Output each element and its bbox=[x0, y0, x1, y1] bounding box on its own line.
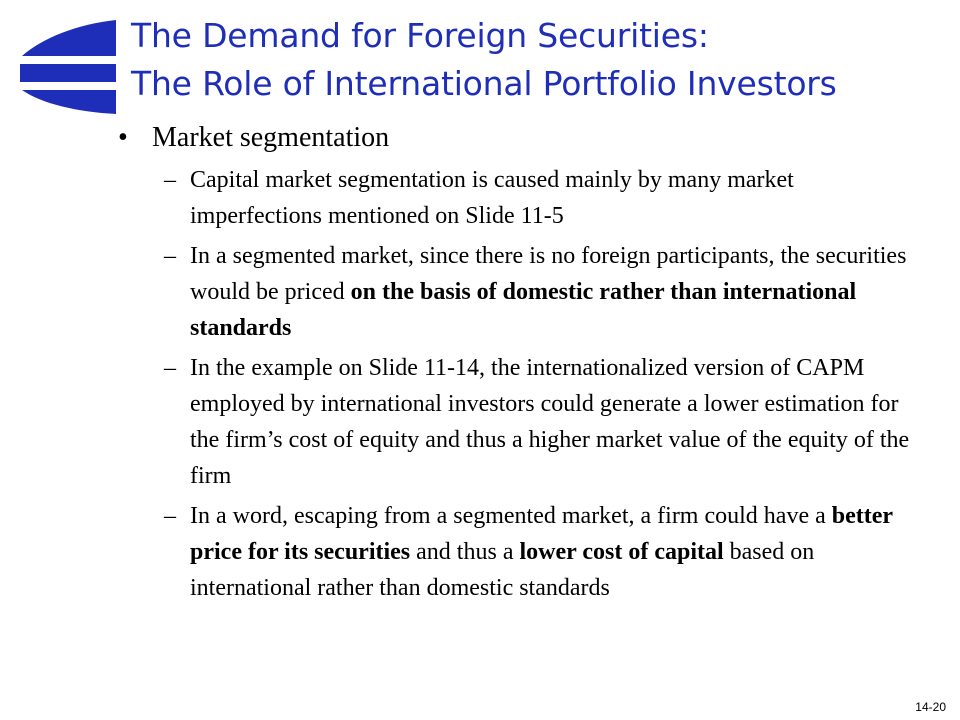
sub-bullet-item bbox=[118, 498, 928, 606]
logo-stripe-top bbox=[22, 20, 116, 56]
sub-bullet-bold-text: on the basis of domestic rather than international standards bbox=[190, 279, 857, 341]
blue-stripes-logo-icon bbox=[18, 18, 128, 116]
sub-bullet-text: In the example on Slide 11-14, the internationalized version of CAPM employed by international investors could generate a lower estimation for the firm’s cost of equity and thus a higher market value of the equity of the firm bbox=[190, 355, 910, 489]
slide-content bbox=[118, 118, 928, 610]
logo-stripe-middle bbox=[20, 64, 116, 82]
sub-bullet-dash: – bbox=[164, 167, 176, 193]
bullet-marker: • bbox=[118, 122, 128, 153]
sub-bullet-dash: – bbox=[164, 355, 176, 381]
bullet-market-segmentation bbox=[118, 118, 928, 158]
sub-bullet-dash: – bbox=[164, 243, 176, 269]
sub-bullet-item bbox=[118, 350, 928, 494]
sub-bullet-text: In a segmented market, since there is no foreign participants, the securities would be priced bbox=[190, 243, 907, 305]
sub-bullet-bold-text: lower cost of capital bbox=[519, 539, 724, 565]
slide-number: 14-20 bbox=[915, 700, 946, 714]
sub-bullet-dash: – bbox=[164, 503, 176, 529]
sub-bullet-text: In a word, escaping from a segmented market, a firm could have a bbox=[190, 503, 832, 529]
sub-bullet-bold-text: better price for its securities bbox=[190, 503, 893, 565]
sub-bullet-text: based on international rather than domestic standards bbox=[190, 539, 815, 601]
sub-bullet-list bbox=[118, 162, 928, 606]
slide-title-line-1: The Demand for Foreign Securities: bbox=[131, 16, 709, 55]
sub-bullet-item bbox=[118, 162, 928, 234]
sub-bullet-item bbox=[118, 238, 928, 346]
slide-title bbox=[131, 12, 951, 108]
sub-bullet-text: and thus a bbox=[410, 539, 520, 565]
bullet-label: Market segmentation bbox=[152, 122, 390, 153]
slide-title-line-2: The Role of International Portfolio Investors bbox=[131, 64, 837, 103]
sub-bullet-text: Capital market segmentation is caused mainly by many market imperfections mentioned on Slide 11-5 bbox=[190, 167, 794, 229]
logo-stripe-bottom bbox=[22, 90, 116, 114]
